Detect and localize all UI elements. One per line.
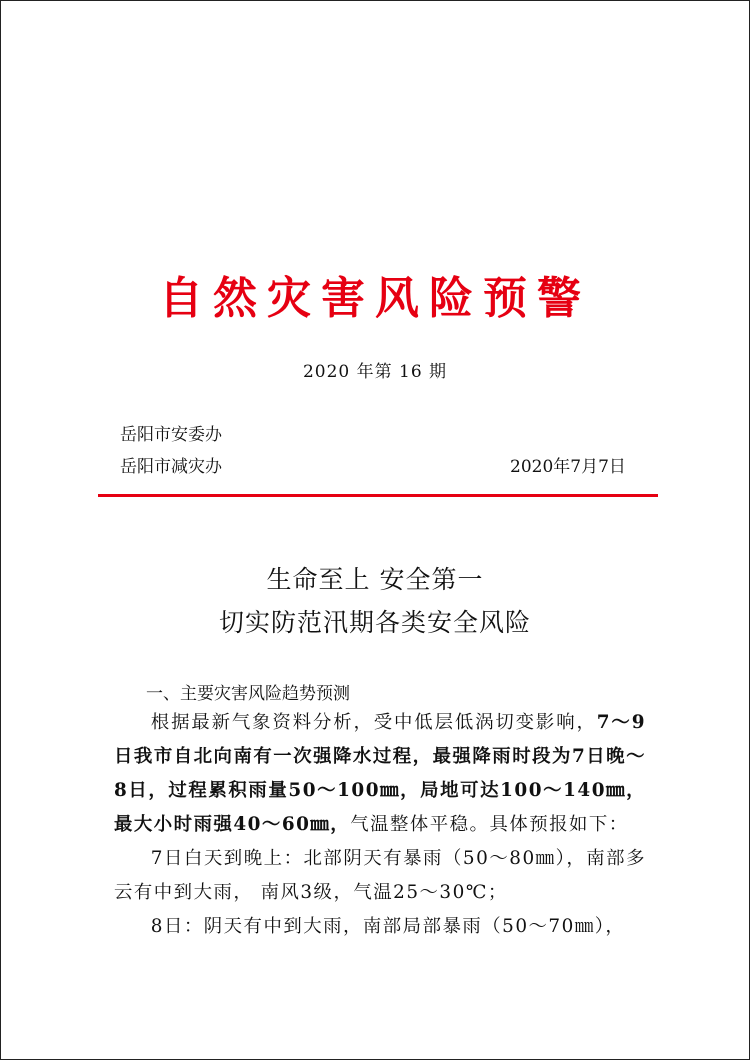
issue-number: 2020 年第 16 期 [302,362,448,382]
body-text [114,706,646,944]
headline-line-2: 切实防范汛期各类安全风险 [218,608,531,637]
paragraph-forecast-summary [114,706,646,842]
document-title: 自然灾害风险预警 [159,273,591,324]
red-divider [98,494,658,497]
paragraph-day-8: 8日：阴天有中到大雨，南部局部暴雨（50～70㎜）， [150,916,626,937]
summary-tail: 气温整体平稳。具体预报如下： [350,814,629,835]
summary-highlight: 7～9日我市自北向南有一次强降水过程，最强降雨时段为7日晚～8日，过程累积雨量50～100㎜，局地可达100～140㎜，最大小时雨强40～60㎜， [114,712,646,835]
summary-lead: 根据最新气象资料分析，受中低层低涡切变影响， [150,712,597,733]
issuer-disaster-office: 岳阳市减灾办 [120,457,222,477]
issuer-safety-office: 岳阳市安委办 [120,425,222,445]
section-heading: 一、主要灾害风险趋势预测 [146,684,350,704]
issue-date: 2020年7月7日 [510,457,626,477]
headline-line-1: 生命至上 安全第一 [266,565,484,594]
paragraph-day-7: 7日白天到晚上：北部阴天有暴雨（50～80㎜），南部多云有中到大雨， 南风3级，气温25～30℃； [114,848,646,903]
